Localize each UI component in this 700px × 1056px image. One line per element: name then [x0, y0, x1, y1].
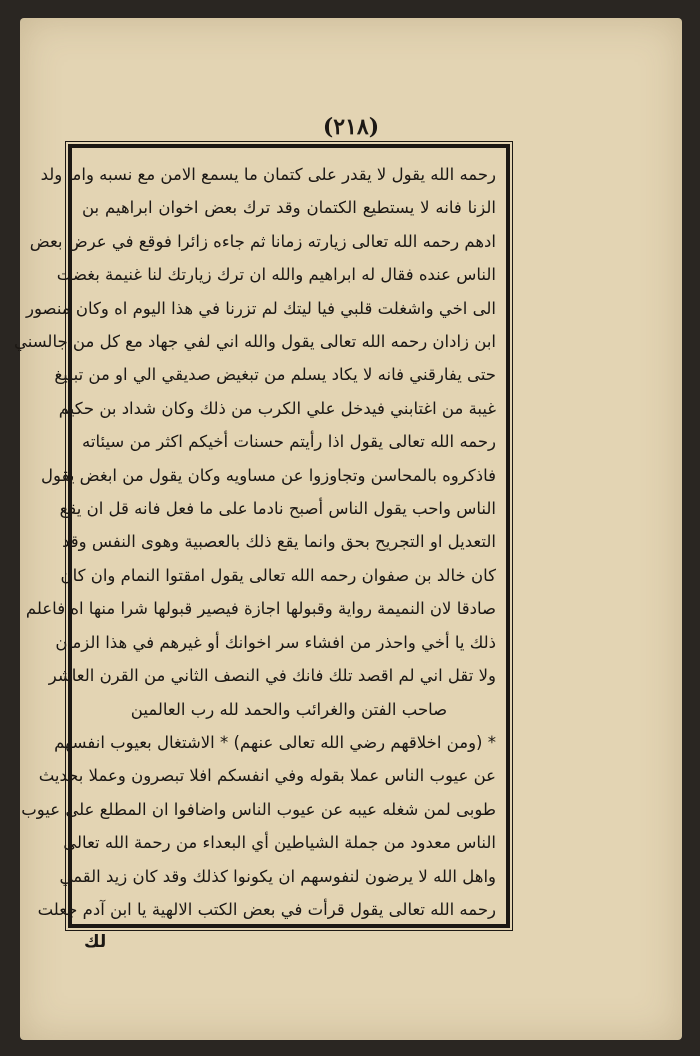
text-line: رحمه الله تعالى يقول قرأت في بعض الكتب الالهية يا ابن آدم جعلت — [37, 899, 496, 919]
catchword: لك — [84, 932, 107, 952]
text-line: ابن زادان رحمه الله تعالى يقول والله اني لفي جهاد مع كل من جالسني — [13, 332, 496, 352]
text-block — [13, 158, 496, 919]
text-line: رحمه الله يقول لا يقدر على كتمان ما يسمع الامن مع نسبه واما ولد — [40, 165, 496, 184]
text-line: ادهم رحمه الله تعالى زيارته زمانا ثم جاءه زائرا فوقع في عرض بعض — [29, 231, 496, 251]
text-line: الناس معدود من جملة الشياطين أي البعداء من رحمة الله تعالى — [63, 833, 496, 853]
book-page — [13, 18, 682, 1040]
text-line: ذلك يا أخي واحذر من افشاء سر اخوانك أو غيرهم في هذا الزمان — [55, 632, 496, 652]
text-line: فاذكروه بالمحاسن وتجاوزوا عن مساويه وكان يقول من ابغض يقول — [40, 465, 496, 485]
text-line: رحمه الله تعالى يقول اذا رأيتم حسنات أخيكم اكثر من سيئاته — [82, 432, 496, 452]
text-line: الزنا فانه لا يستطيع الكتمان وقد ترك بعض اخوان ابراهيم بن — [82, 198, 496, 218]
text-line: صادقا لان النميمة رواية وقبولها اجازة فيصير قبولها شرا منها اه فاعلم — [25, 599, 496, 619]
text-line: عن عيوب الناس عملا بقوله وفي انفسكم افلا تبصرون وعملا بحديث — [38, 766, 496, 786]
text-line: واهل الله لا يرضون لنفوسهم ان يكونوا كذلك وقد كان زيد القمي — [59, 866, 496, 886]
text-line: * (ومن اخلاقهم رضي الله تعالى عنهم) * الاشتغال بعيوب انفسهم — [54, 732, 496, 752]
text-line: كان خالد بن صفوان رحمه الله تعالى يقول امقتوا النمام وان كان — [60, 565, 496, 585]
text-line: ولا تقل اني لم اقصد تلك فانك في النصف الثاني من القرن العاشر — [48, 666, 496, 686]
text-line: حتى يفارقني فانه لا يكاد يسلم من تبغيض صديقي الي او من تبليغ — [54, 365, 496, 385]
text-line: غيبة من اغتابني فيدخل علي الكرب من ذلك وكان شداد بن حكيم — [58, 398, 496, 418]
text-line: الناس عنده فقال له ابراهيم والله ان ترك زيارتك لنا غنيمة بغضت — [56, 265, 496, 285]
text-line: صاحب الفتن والغرائب والحمد لله رب العالمين — [130, 699, 448, 719]
text-line: التعديل او التجريح بحق وانما يقع ذلك بالعصبية وهوى النفس وقد — [62, 532, 496, 552]
text-frame — [13, 144, 510, 928]
text-line: الناس واحب يقول الناس أصبح نادما على ما فعل فانه قل ان يقع — [59, 499, 496, 519]
text-line: طوبى لمن شغله عيبه عن عيوب الناس واضافوا ان المطلع على عيوب — [21, 799, 496, 819]
text-line: الى اخي واشغلت قلبي فيا ليتك لم تزرنا في هذا اليوم اه وكان منصور — [26, 298, 496, 318]
page-number: (٢١٨) — [322, 114, 380, 140]
